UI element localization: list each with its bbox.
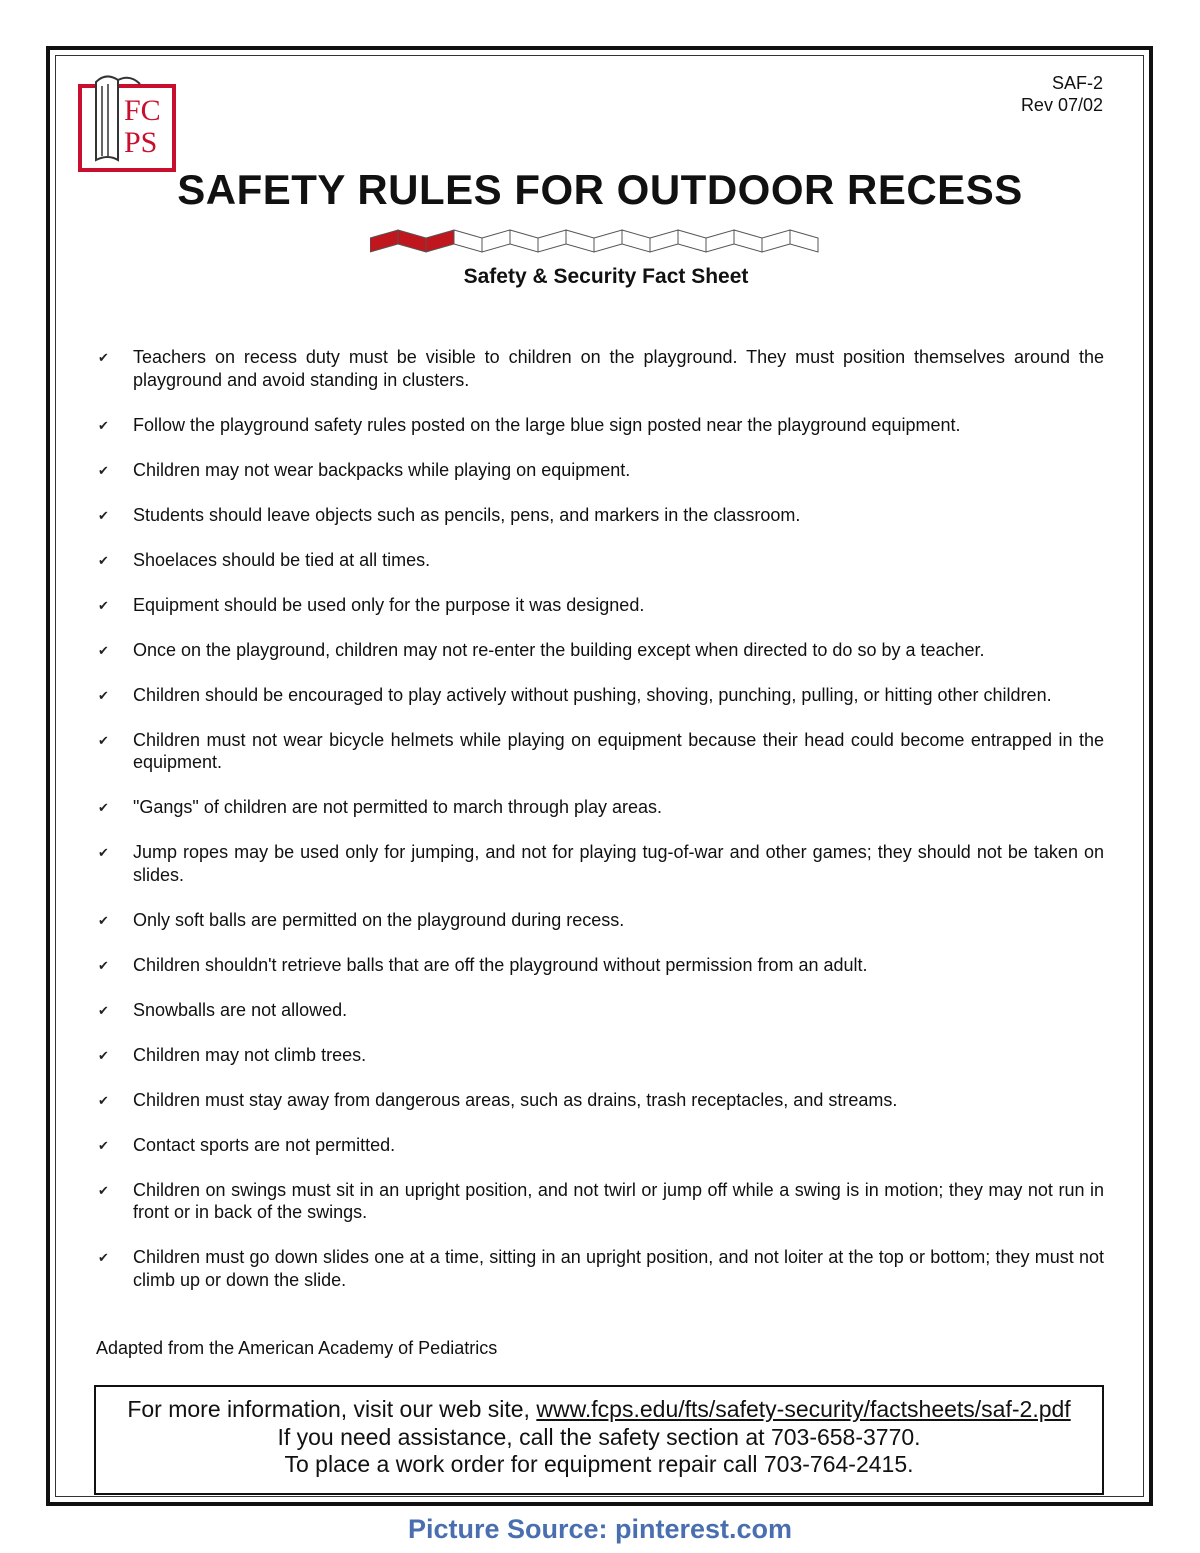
checkmark-icon: ✔ <box>98 1092 109 1108</box>
divider-segment <box>622 230 650 252</box>
document-id <box>1021 72 1103 116</box>
checkmark-icon: ✔ <box>98 1250 109 1265</box>
factsheet-link[interactable]: www.fcps.edu/fts/safety-security/factsheets/saf-2.pdf <box>536 1396 1071 1422</box>
rule-item <box>96 999 1104 1022</box>
safety-rules-list <box>96 346 1104 1314</box>
divider-segment <box>482 230 510 252</box>
divider-segment <box>650 230 678 252</box>
divider-segment <box>426 230 454 252</box>
rule-text: Children should be encouraged to play actively without pushing, shoving, punching, pulling, or hitting other children. <box>133 684 1052 705</box>
rule-item <box>96 729 1104 774</box>
page-title: SAFETY RULES FOR OUTDOOR RECESS <box>177 166 1023 213</box>
rule-item <box>96 1134 1104 1157</box>
info-box <box>94 1385 1104 1495</box>
rule-text: Children must stay away from dangerous areas, such as drains, trash receptacles, and streams. <box>133 1089 898 1110</box>
revision-date: Rev 07/02 <box>1020 95 1103 115</box>
rule-text: Equipment should be used only for the purpose it was designed. <box>133 594 645 615</box>
rule-item <box>96 459 1104 482</box>
divider-segment <box>538 230 566 252</box>
source-note: Adapted from the American Academy of Pediatrics <box>96 1338 498 1358</box>
rule-text: Children must not wear bicycle helmets while playing on equipment because their head could become entrapped in the equipment. <box>133 729 1104 772</box>
divider-segment <box>734 230 762 252</box>
checkmark-icon: ✔ <box>98 800 109 815</box>
checkmark-icon: ✔ <box>98 462 109 478</box>
rule-text: Students should leave objects such as pencils, pens, and markers in the classroom. <box>133 504 801 525</box>
divider-segment <box>566 230 594 252</box>
checkmark-icon: ✔ <box>98 1002 109 1018</box>
divider-segment <box>762 230 790 252</box>
rule-item <box>96 684 1104 707</box>
rule-item <box>96 1246 1104 1291</box>
rule-item <box>96 796 1104 819</box>
checkmark-icon: ✔ <box>98 350 109 365</box>
checkmark-icon: ✔ <box>98 732 109 748</box>
checkmark-icon: ✔ <box>98 1182 109 1198</box>
rule-text: Jump ropes may be used only for jumping, and not for playing tug-of-war and other games; they should not be taken on slides. <box>133 842 1104 885</box>
checkmark-icon: ✔ <box>98 912 109 928</box>
checkmark-icon: ✔ <box>98 597 109 613</box>
rule-text: Once on the playground, children may not re-enter the building except when directed to do so by a teacher. <box>133 639 985 660</box>
rule-item <box>96 954 1104 977</box>
rule-text: Children may not climb trees. <box>133 1044 367 1065</box>
rule-text: Children must go down slides one at a time, sitting in an upright position, and not loiter at the top or bottom; they must not climb up or down the slide. <box>133 1247 1104 1290</box>
checkmark-icon: ✔ <box>98 417 109 433</box>
rule-item <box>96 841 1104 886</box>
divider-segment <box>370 230 398 252</box>
rule-item <box>96 549 1104 572</box>
rule-item <box>96 909 1104 932</box>
divider-segment <box>790 230 818 252</box>
checkmark-icon: ✔ <box>98 507 109 523</box>
rule-item <box>96 414 1104 437</box>
checkmark-icon: ✔ <box>98 845 109 860</box>
divider-segment <box>398 230 426 252</box>
doc-code: SAF-2 <box>1051 73 1103 93</box>
info-line-workorder: To place a work order for equipment repair call 703-764-2415. <box>284 1451 914 1477</box>
divider-segment <box>678 230 706 252</box>
rule-item <box>96 346 1104 391</box>
info-line-phone: If you need assistance, call the safety section at 703-658-3770. <box>277 1423 921 1450</box>
checkmark-icon: ✔ <box>98 552 109 568</box>
rule-item <box>96 594 1104 617</box>
rule-text: Shoelaces should be tied at all times. <box>133 549 431 570</box>
divider-segment <box>594 230 622 252</box>
rule-text: Children may not wear backpacks while playing on equipment. <box>133 459 631 480</box>
info-line-website <box>96 1396 1102 1424</box>
rule-item <box>96 1089 1104 1112</box>
checkmark-icon: ✔ <box>98 957 109 973</box>
rule-text: Contact sports are not permitted. <box>133 1134 396 1155</box>
rule-text: Snowballs are not allowed. <box>133 999 348 1020</box>
checkmark-icon: ✔ <box>98 687 109 703</box>
divider-segment <box>510 230 538 252</box>
rule-text: Teachers on recess duty must be visible to children on the playground. They must position themselves around the playground and avoid standing in clusters. <box>133 347 1104 390</box>
rule-text: Follow the playground safety rules posted on the large blue sign posted near the playground equipment. <box>133 414 961 435</box>
checkmark-icon: ✔ <box>98 642 109 658</box>
zigzag-divider <box>370 226 826 256</box>
divider-segment <box>706 230 734 252</box>
info-website-prefix: For more information, visit our web site, <box>127 1396 537 1422</box>
rule-item <box>96 639 1104 662</box>
rule-text: "Gangs" of children are not permitted to march through play areas. <box>133 797 663 817</box>
logo-text-ps: PS <box>124 126 158 159</box>
checkmark-icon: ✔ <box>98 1047 109 1063</box>
rule-text: Children shouldn't retrieve balls that are off the playground without permission from an adult. <box>133 954 868 975</box>
rule-item <box>96 1044 1104 1067</box>
rule-text: Children on swings must sit in an upright position, and not twirl or jump off while a swing is in motion; they may not run in front or in back of the swings. <box>133 1179 1104 1222</box>
picture-credit: Picture Source: pinterest.com <box>407 1514 793 1544</box>
page-subtitle: Safety & Security Fact Sheet <box>463 265 749 288</box>
rule-item <box>96 1179 1104 1224</box>
logo-text-fc: FC <box>124 94 161 127</box>
checkmark-icon: ✔ <box>98 1137 109 1153</box>
rule-text: Only soft balls are permitted on the playground during recess. <box>133 909 625 930</box>
rule-item <box>96 504 1104 527</box>
divider-segment <box>454 230 482 252</box>
fcps-book-logo <box>78 72 178 172</box>
